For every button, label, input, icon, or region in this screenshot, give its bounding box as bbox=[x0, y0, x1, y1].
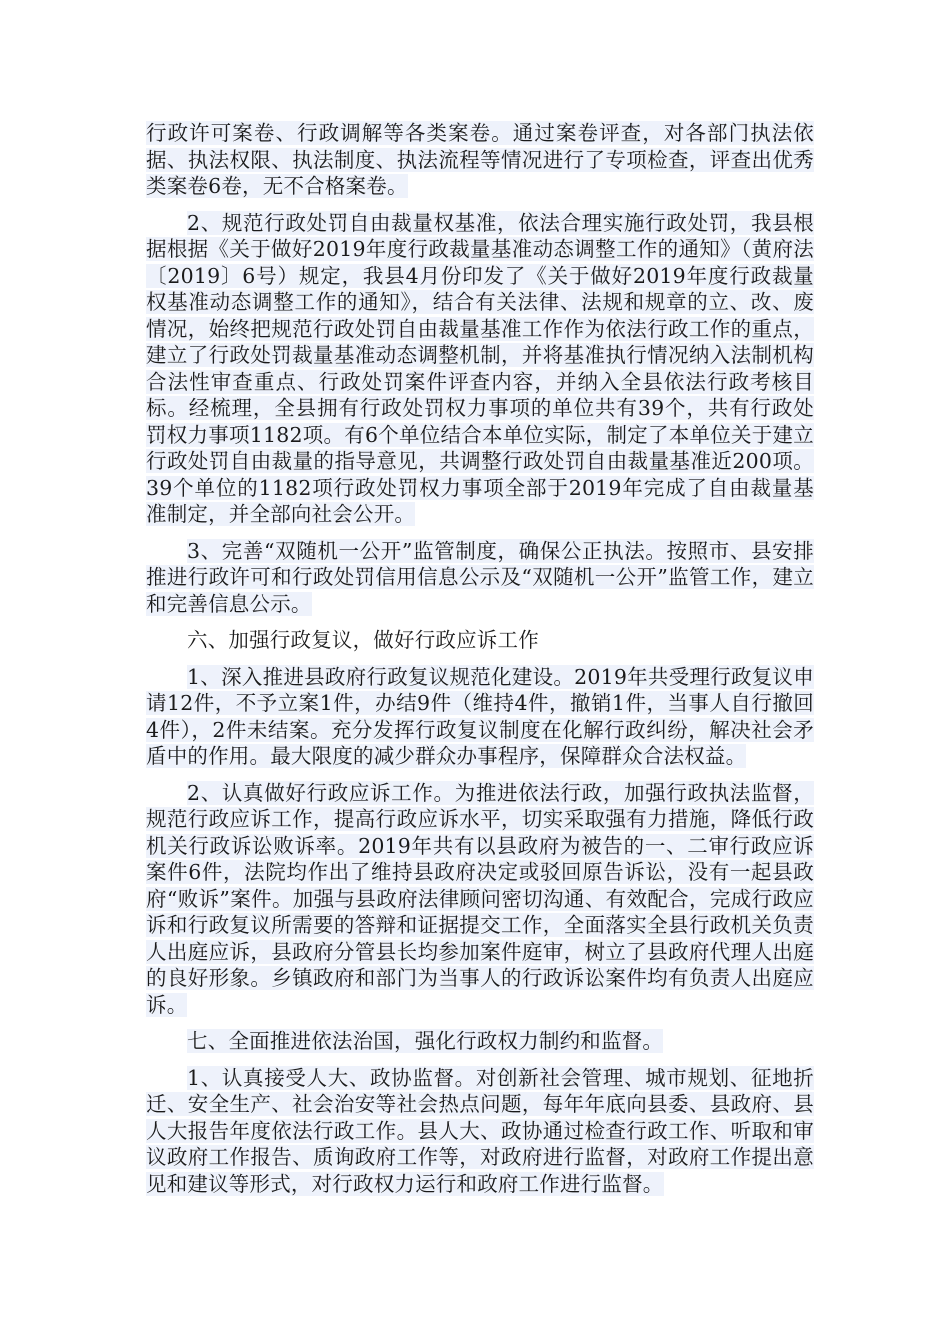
document-body bbox=[146, 120, 814, 1207]
paragraph-supervision bbox=[146, 1065, 814, 1198]
paragraph-text: 1、深入推进县政府行政复议规范化建设。2019年共受理行政复议申请12件，不予立案1件，办结9件（维持4件，撤销1件，当事人自行撤回4件），2件未结案。充分发挥行政复议制度在化解行政纠纷，解决社会矛盾中的作用。最大限度的减少群众办事程序，保障群众合法权益。 bbox=[146, 664, 814, 768]
paragraph-text: 2、认真做好行政应诉工作。为推进依法行政，加强行政执法监督，规范行政应诉工作，提高行政应诉水平，切实采取强有力措施，降低行政机关行政诉讼败诉率。2019年共有以县政府为被告的一、二审行政应诉案件6件，法院均作出了维持县政府决定或驳回原告诉讼，没有一起县政府“败诉”案件。加强与县政府法律顾问密切沟通、有效配合，完成行政应诉和行政复议所需要的答辩和证据提交工作，全面落实全县行政机关负责人出庭应诉，县政府分管县长均参加案件庭审，树立了县政府代理人出庭的良好形象。乡镇政府和部门为当事人的行政诉讼案件均有负责人出庭应诉。 bbox=[146, 780, 814, 1017]
paragraph-case-review-continuation bbox=[146, 120, 814, 200]
paragraph-litigation-response bbox=[146, 780, 814, 1019]
paragraph-text: 1、认真接受人大、政协监督。对创新社会管理、城市规划、征地折迁、安全生产、社会治安等社会热点问题，每年年底向县委、县政府、县人大报告年度依法行政工作。县人大、政协通过检查行政工作、听取和审议政府工作报告、质询政府工作等，对政府进行监督，对政府工作提出意见和建议等形式，对行政权力运行和政府工作进行监督。 bbox=[146, 1065, 814, 1196]
paragraph-administrative-review bbox=[146, 664, 814, 770]
heading-text: 六、加强行政复议，做好行政应诉工作 bbox=[187, 628, 539, 652]
paragraph-text: 2、规范行政处罚自由裁量权基准，依法合理实施行政处罚，我县根据根据《关于做好2019年度行政裁量基准动态调整工作的通知》（黄府法〔2019〕6号）规定，我县4月份印发了《关于做好2019年度行政裁量权基准动态调整工作的通知》，结合有关法律、法规和规章的立、改、废情况，始终把规范行政处罚自由裁量基准工作作为依法行政工作的重点，建立了行政处罚裁量基准动态调整机制，并将基准执行情况纳入法制机构合法性审查重点、行政处罚案件评查内容，并纳入全县依法行政考核目标。经梳理，全县拥有行政处罚权力事项的单位共有39个，共有行政处罚权力事项1182项。有6个单位结合本单位实际，制定了本单位关于建立行政处罚自由裁量的指导意见，共调整行政处罚自由裁量基准近200项。39个单位的1182项行政处罚权力事项全部于2019年完成了自由裁量基准制定，并全部向社会公开。 bbox=[146, 210, 814, 526]
paragraph-discretion-benchmark bbox=[146, 210, 814, 528]
paragraph-double-random bbox=[146, 538, 814, 618]
section-heading-seven bbox=[146, 1028, 814, 1055]
heading-text: 七、全面推进依法治国，强化行政权力制约和监督。 bbox=[187, 1029, 664, 1053]
paragraph-text: 行政许可案卷、行政调解等各类案卷。通过案卷评查，对各部门执法依据、执法权限、执法制度、执法流程等情况进行了专项检查，评查出优秀类案卷6卷，无不合格案卷。 bbox=[146, 121, 814, 198]
section-heading-six bbox=[146, 627, 814, 654]
paragraph-text: 3、完善“双随机一公开”监管制度，确保公正执法。按照市、县安排推进行政许可和行政处罚信用信息公示及“双随机一公开”监管工作，建立和完善信息公示。 bbox=[146, 538, 814, 616]
